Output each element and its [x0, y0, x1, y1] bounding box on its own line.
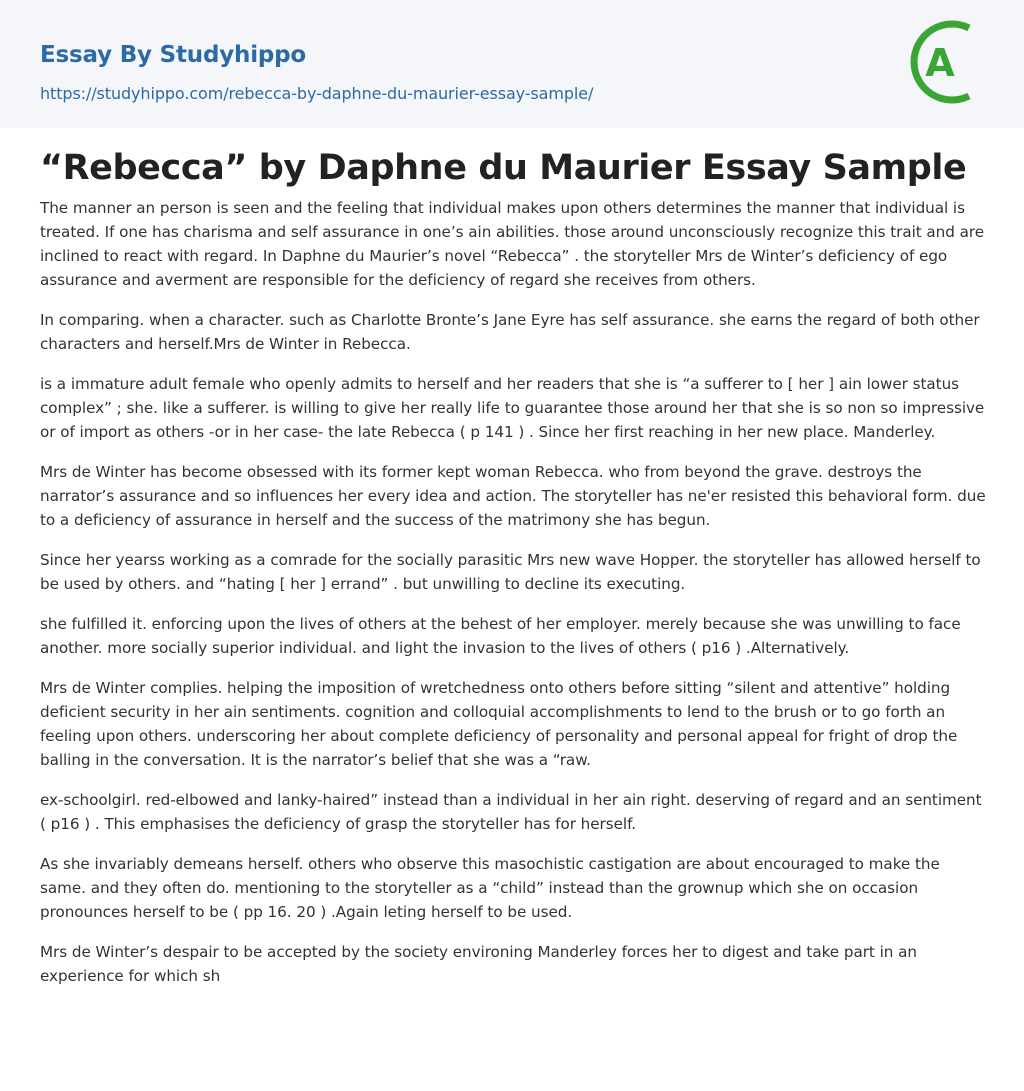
paragraph: is a immature adult female who openly admits to herself and her readers that she is “a sufferer to [ her ] ain lower status complex” ; she. like a sufferer. is willing to give her really life to guarantee those around her that she is so non so impressive or of import as others -or in her case- the late Rebecca ( p 141 ) . Since her first reaching in her new place. Manderley. — [40, 375, 985, 441]
site-header — [0, 0, 1024, 128]
paragraph: Mrs de Winter complies. helping the imposition of wretchedness onto others before sitting “silent and attentive” holding deficient security in her ain sentiments. cognition and colloquial accomplishments to lend to the brush or to go forth an feeling upon others. underscoring her about complete deficiency of personality and personal appeal for fright of drop the balling in the conversation. It is the narrator’s belief that she was a “raw. — [40, 679, 958, 769]
site-title[interactable]: Essay By Studyhippo — [40, 42, 307, 68]
logo-letter: A — [925, 41, 955, 85]
article-title: “Rebecca” by Daphne du Maurier Essay Sample — [40, 148, 967, 188]
paragraph: In comparing. when a character. such as Charlotte Bronte’s Jane Eyre has self assurance. she earns the regard of both other characters and herself.Mrs de Winter in Rebecca. — [40, 311, 980, 353]
paragraph: Since her yearss working as a comrade for the socially parasitic Mrs new wave Hopper. the storyteller has allowed herself to be used by others. and “hating [ her ] errand” . but unwilling to decline its executing. — [40, 551, 981, 593]
paragraph: Mrs de Winter’s despair to be accepted by the society environing Manderley forces her to digest and take part in an experience for which sh — [40, 943, 917, 985]
paragraph: As she invariably demeans herself. others who observe this masochistic castigation are about encouraged to make the same. and they often do. mentioning to the storyteller as a “child” instead than the grownup which she on occasion pronounces herself to be ( pp 16. 20 ) .Again leting herself to be used. — [40, 855, 940, 921]
article-url-link[interactable]: https://studyhippo.com/rebecca-by-daphne-du-maurier-essay-sample/ — [40, 84, 594, 103]
paragraph: she fulfilled it. enforcing upon the lives of others at the behest of her employer. merely because she was unwilling to face another. more socially superior individual. and light the invasion to the lives of others ( p16 ) .Alternatively. — [40, 615, 961, 657]
studyhippo-logo-icon[interactable] — [905, 18, 989, 106]
paragraph: Mrs de Winter has become obsessed with its former kept woman Rebecca. who from beyond the grave. destroys the narrator’s assurance and so influences her every idea and action. The storyteller has ne'er resisted this behavioral form. due to a deficiency of assurance in herself and the success of the matrimony she has begun. — [40, 463, 986, 529]
paragraph: The manner an person is seen and the feeling that individual makes upon others determines the manner that individual is treated. If one has charisma and self assurance in one’s ain abilities. those around unconsciously recognize this trait and are inclined to react with regard. In Daphne du Maurier’s novel “Rebecca” . the storyteller Mrs de Winter’s deficiency of ego assurance and averment are responsible for the deficiency of regard she receives from others. — [40, 199, 985, 289]
paragraph: ex-schoolgirl. red-elbowed and lanky-haired” instead than a individual in her ain right. deserving of regard and an sentiment ( p16 ) . This emphasises the deficiency of grasp the storyteller has for herself. — [40, 791, 982, 833]
article-body — [40, 146, 990, 1004]
